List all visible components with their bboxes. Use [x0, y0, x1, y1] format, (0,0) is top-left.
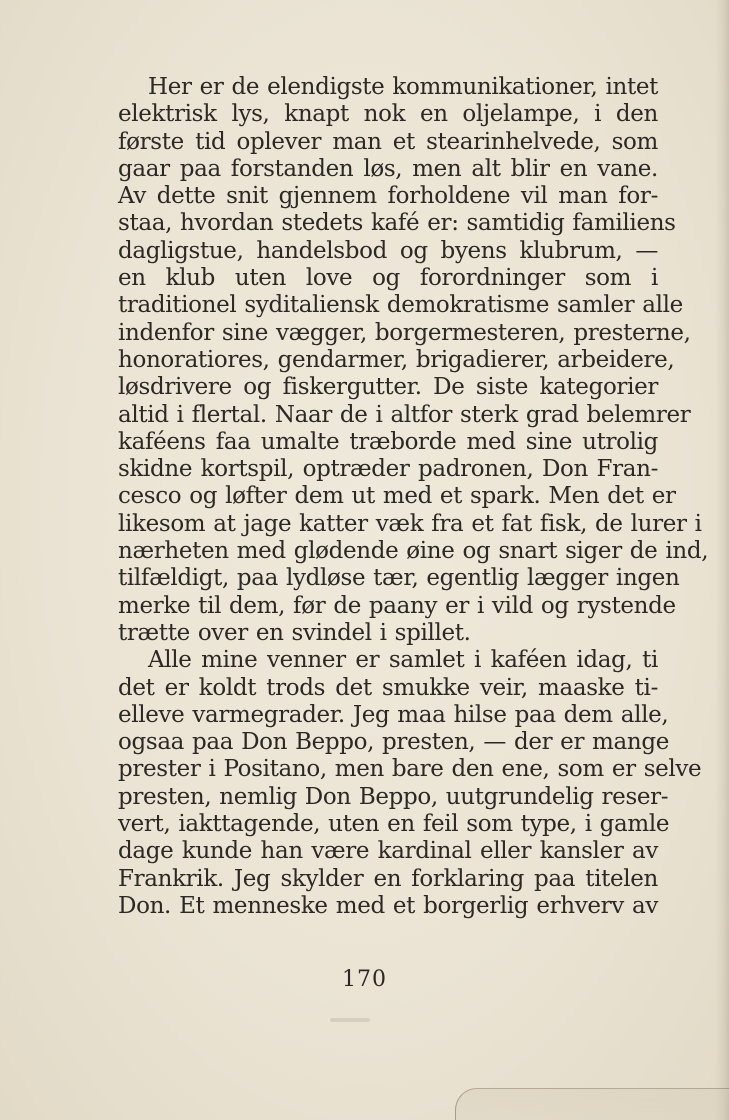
text-line: Av dette snit gjennem forholdene vil man for-: [118, 183, 658, 210]
text-line: tilfældigt, paa lydløse tær, egentlig lægger ingen: [118, 565, 680, 592]
text-line: elleve varmegrader. Jeg maa hilse paa dem alle,: [118, 701, 669, 728]
text-line: Alle mine venner er samlet i kaféen idag, ti: [148, 647, 658, 674]
text-line: indenfor sine vægger, borgermesteren, presterne,: [118, 319, 691, 346]
paragraph-1: [118, 74, 709, 647]
text-line: første tid oplever man et stearinhelvede, som: [118, 128, 658, 155]
text-line: løsdrivere og fiskergutter. De siste kategorier: [118, 374, 658, 401]
text-line: Her er de elendigste kommunikationer, intet: [148, 74, 658, 100]
text-line: det er koldt trods det smukke veir, maaske ti-: [118, 674, 658, 701]
text-line: elektrisk lys, knapt nok en oljelampe, i den: [118, 101, 658, 128]
text-line: ogsaa paa Don Beppo, presten, — der er mange: [118, 729, 669, 756]
text-line: skidne kortspil, optræder padronen, Don Fran-: [118, 456, 658, 483]
page-edge-shadow: [715, 0, 729, 1120]
text-line: prester i Positano, men bare den ene, som er selve: [118, 756, 702, 783]
text-line: Frankrik. Jeg skylder en forklaring paa titelen: [118, 865, 658, 892]
page-corner-curl: [455, 1088, 729, 1120]
text-line: nærheten med glødende øine og snart siger de ind,: [118, 538, 709, 565]
ink-smudge: [330, 1018, 370, 1022]
text-line: staa, hvordan stedets kafé er: samtidig familiens: [118, 210, 676, 237]
text-line: likesom at jage katter væk fra et fat fisk, de lurer i: [118, 510, 702, 537]
text-line: altid i flertal. Naar de i altfor sterk grad belemrer: [118, 401, 691, 428]
text-line: merke til dem, før de paany er i vild og rystende: [118, 592, 676, 619]
text-line: en klub uten love og forordninger som i: [118, 265, 658, 292]
text-line: traditionel syditaliensk demokratisme samler alle: [118, 292, 683, 319]
text-line: dage kunde han være kardinal eller kansler av: [118, 838, 658, 865]
paragraph-2: [118, 647, 702, 920]
text-line: Don. Et menneske med et borgerlig erhverv av: [118, 892, 658, 919]
text-line: honoratiores, gendarmer, brigadierer, arbeidere,: [118, 346, 675, 373]
text-line: gaar paa forstanden løs, men alt blir en vane.: [118, 155, 658, 182]
page-number: 170: [342, 967, 387, 992]
text-line: kaféens faa umalte træborde med sine utrolig: [118, 428, 658, 455]
text-line: vert, iakttagende, uten en feil som type, i gamle: [118, 811, 670, 838]
text-line: trætte over en svindel i spillet.: [118, 619, 471, 646]
text-line: dagligstue, handelsbod og byens klubrum, —: [118, 237, 658, 264]
text-line: cesco og løfter dem ut med et spark. Men det er: [118, 483, 676, 510]
text-line: presten, nemlig Don Beppo, uutgrundelig reser-: [118, 783, 669, 810]
body-text: [118, 74, 709, 920]
